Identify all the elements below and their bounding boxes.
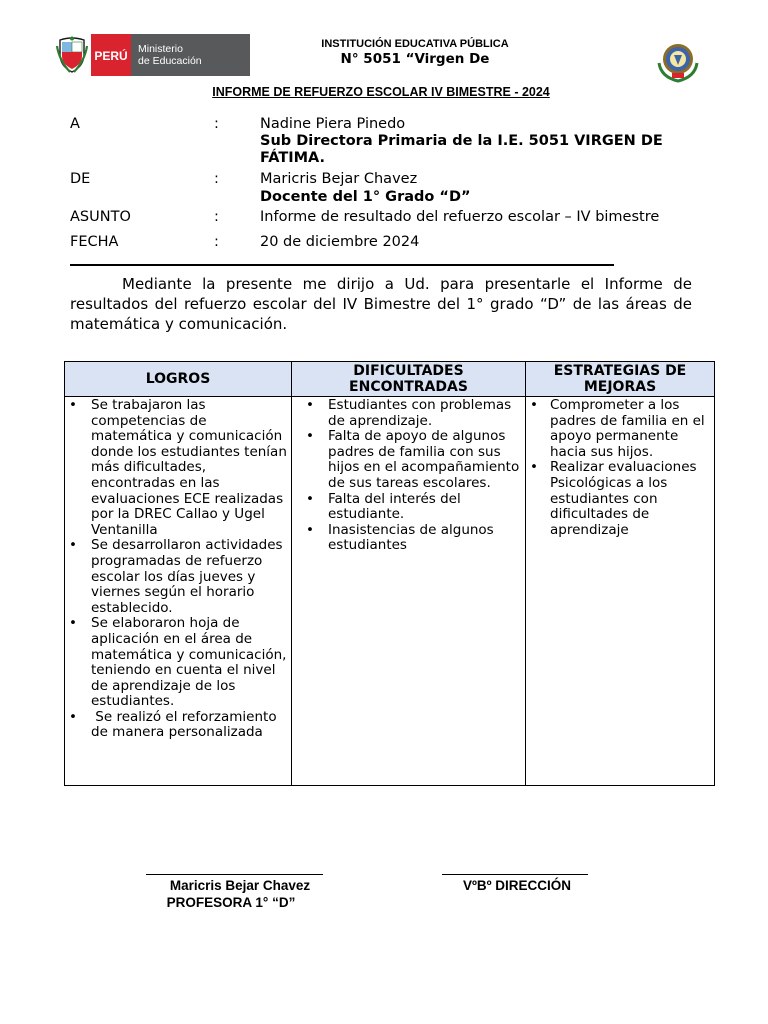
logros-cell bbox=[65, 397, 292, 786]
list-item: • Inasistencias de algunos estudiantes bbox=[302, 523, 525, 554]
list-item: • Estudiantes con problemas de aprendizaje. bbox=[302, 398, 525, 429]
header-dificultades: DIFICULTADES ENCONTRADAS bbox=[292, 362, 526, 397]
list-item: • Realizar evaluaciones Psicológicas a los estudiantes con dificultades de aprendizaje bbox=[526, 460, 714, 538]
from-role: Docente del 1° Grado “D” bbox=[260, 189, 471, 205]
estrategias-list bbox=[526, 397, 714, 538]
report-title: INFORME DE REFUERZO ESCOLAR IV BIMESTRE - 2024 bbox=[212, 85, 550, 99]
direction-approval: VºBº DIRECCIÓN bbox=[462, 878, 572, 893]
ministry-line1: Ministerio bbox=[138, 43, 183, 55]
direction-signature-line bbox=[442, 874, 588, 875]
teacher-signature-line bbox=[146, 874, 323, 875]
date-colon: : bbox=[214, 234, 219, 250]
intro-paragraph: Mediante la presente me dirijo a Ud. para presentarle el Informe de resultados del refuerzo escolar del IV Bimestre del 1° grado “D” de las áreas de matemática y comunicación. bbox=[70, 275, 692, 333]
institution-name: N° 5051 “Virgen De bbox=[340, 51, 490, 67]
list-item: • Se realizó el reforzamiento de manera personalizada bbox=[65, 710, 291, 741]
to-name: Nadine Piera Pinedo bbox=[260, 116, 406, 132]
list-item: • Falta de apoyo de algunos padres de familia con sus hijos en el acompañamiento de sus tareas escolares. bbox=[302, 429, 525, 491]
school-crest-icon bbox=[656, 39, 700, 83]
from-name: Maricris Bejar Chavez bbox=[260, 171, 418, 187]
subject-value: Informe de resultado del refuerzo escolar – IV bimestre bbox=[260, 209, 660, 225]
subject-colon: : bbox=[214, 209, 219, 225]
list-item: • Falta del interés del estudiante. bbox=[302, 492, 525, 523]
to-role: Sub Directora Primaria de la I.E. 5051 VIRGEN DE FÁTIMA. bbox=[260, 133, 663, 166]
list-item: • Se desarrollaron actividades programadas de refuerzo escolar los días jueves y viernes según el horario establecido. bbox=[65, 538, 291, 616]
peru-coat-of-arms-icon bbox=[56, 36, 88, 74]
from-colon: : bbox=[214, 171, 219, 187]
header-logros: LOGROS bbox=[65, 362, 292, 397]
dificultades-cell bbox=[292, 397, 526, 786]
table-header-row bbox=[65, 362, 715, 397]
date-label: FECHA bbox=[70, 234, 119, 250]
dificultades-list bbox=[292, 397, 525, 554]
ministry-line2: de Educación bbox=[138, 55, 202, 67]
to-label: A bbox=[70, 116, 80, 132]
peru-logo-label: PERÚ bbox=[91, 34, 131, 76]
ministry-logo bbox=[131, 34, 250, 76]
teacher-role: PROFESORA 1° “D” bbox=[166, 895, 296, 910]
from-label: DE bbox=[70, 171, 91, 187]
memo-divider bbox=[70, 264, 614, 266]
report-table bbox=[64, 361, 715, 786]
subject-label: ASUNTO bbox=[70, 209, 131, 225]
list-item: • Se trabajaron las competencias de matemática y comunicación donde los estudiantes tenían más dificultades, encontradas en las evaluaciones ECE realizadas por la DREC Callao y Ugel Ventanilla bbox=[65, 398, 291, 538]
header-estrategias: ESTRATEGIAS DE MEJORAS bbox=[526, 362, 715, 397]
to-colon: : bbox=[214, 116, 219, 132]
institution-type: INSTITUCIÓN EDUCATIVA PÚBLICA bbox=[321, 38, 509, 50]
list-item: • Comprometer a los padres de familia en el apoyo permanente hacia sus hijos. bbox=[526, 398, 714, 460]
estrategias-cell bbox=[526, 397, 715, 786]
logros-list bbox=[65, 397, 291, 741]
list-item: • Se elaboraron hoja de aplicación en el área de matemática y comunicación, teniendo en cuenta el nivel de aprendizaje de los estudiantes. bbox=[65, 616, 291, 710]
teacher-name: Maricris Bejar Chavez bbox=[169, 878, 311, 893]
table-row bbox=[65, 397, 715, 786]
date-value: 20 de diciembre 2024 bbox=[260, 234, 420, 250]
